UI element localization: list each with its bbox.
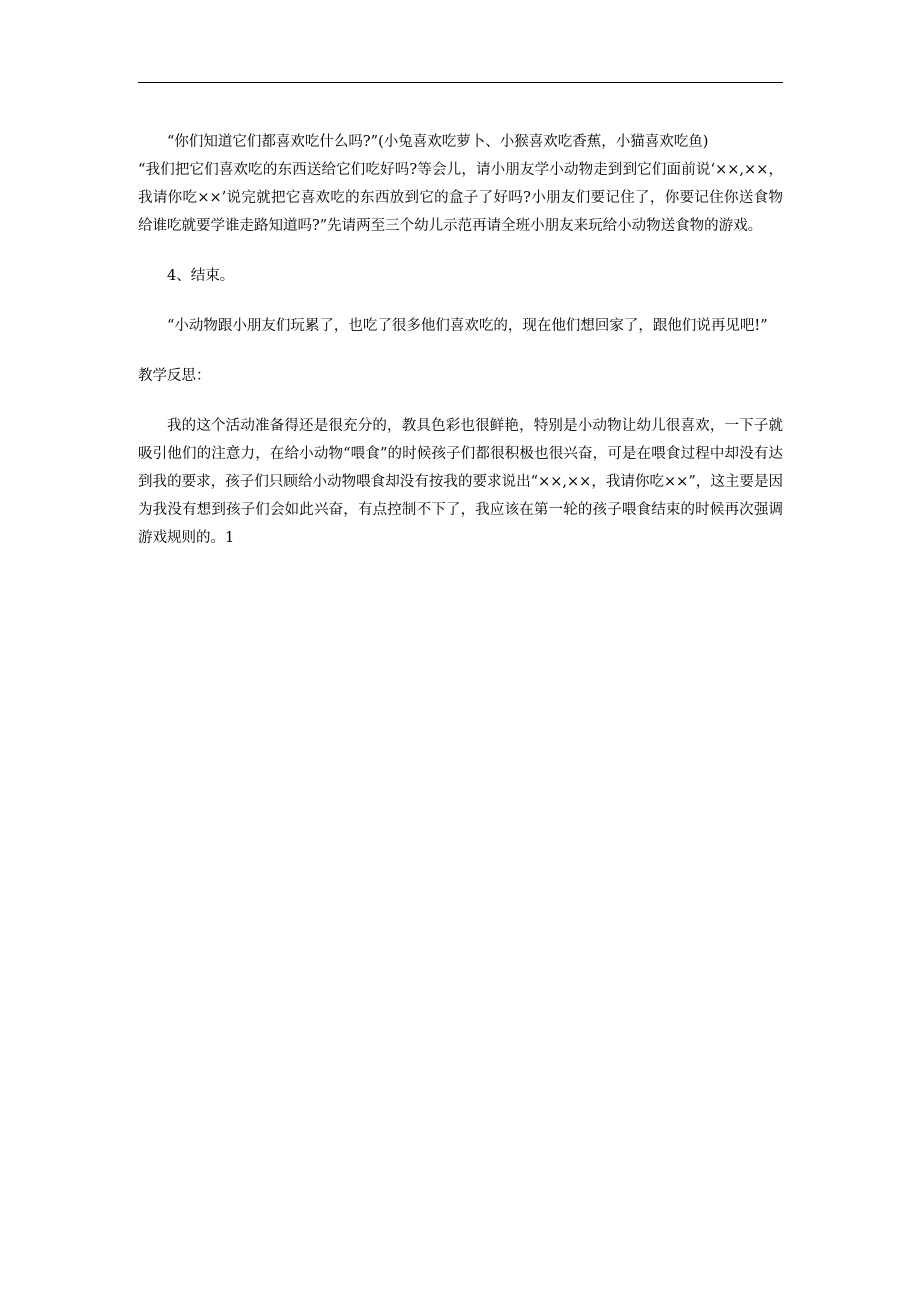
paragraph-goodbye: “小动物跟小朋友们玩累了，也吃了很多他们喜欢吃的，现在他们想回家了，跟他们说再见吧!” [167, 318, 768, 334]
section-heading-ending: 4、结束。 [167, 268, 235, 284]
paragraph-food-question [138, 128, 783, 240]
paragraph-line: “你们知道它们都喜欢吃什么吗?”(小兔喜欢吃萝卜、小猴喜欢吃香蕉，小猫喜欢吃鱼) [167, 134, 709, 150]
paragraph-reflection: 我的这个活动准备得还是很充分的，教具色彩也很鲜艳，特别是小动物让幼儿很喜欢，一下子就吸引他们的注意力，在给小动物“喂食”的时候孩子们都很积极也很兴奋，可是在喂食过程中却没有达到我的要求，孩子们只顾给小动物喂食却没有按我的要求说出“××,××，我请你吃××”，这主要是因为我没有想到孩子们会如此兴奋，有点控制不下了，我应该在第一轮的孩子喂食结束的时候再次强调游戏规则的。1 [138, 418, 783, 546]
paragraph-line: “我们把它们喜欢吃的东西送给它们吃好吗?等会儿，请小朋友学小动物走到到它们面前说‘××,××，我请你吃××’说完就把它喜欢吃的东西放到它的盒子了好吗?小朋友们要记住了，你要记住你送食物给谁吃就要学谁走路知道吗?”先请两至三个幼儿示范再请全班小朋友来玩给小动物送食物的游戏。 [138, 162, 783, 234]
header-rule [138, 82, 783, 83]
document-body [138, 128, 783, 552]
label-teaching-reflection: 教学反思： [138, 368, 211, 384]
